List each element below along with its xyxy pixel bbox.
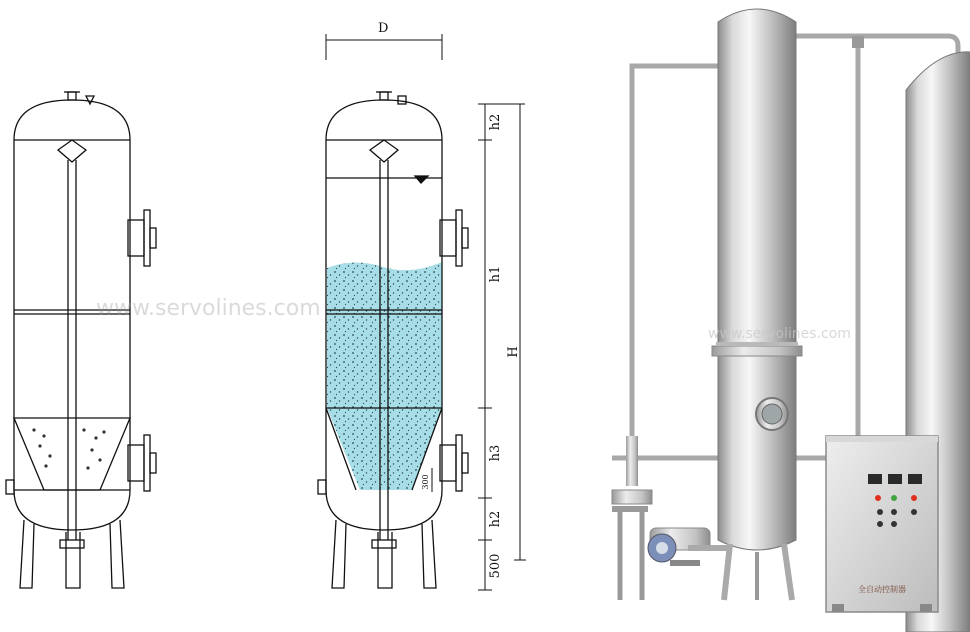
panel-meters xyxy=(868,474,922,484)
label-h2-top: h2 xyxy=(488,113,503,131)
tank2-level-marker xyxy=(415,176,428,183)
label-h2-bottom: h2 xyxy=(488,510,503,528)
tank1-top-head xyxy=(14,100,130,140)
tank2-bottom-head xyxy=(326,490,442,530)
tank1-top-nozzle xyxy=(68,92,76,100)
label-h3: h3 xyxy=(488,444,503,462)
tank2-top-head xyxy=(326,100,442,140)
equipment-photo xyxy=(612,9,970,632)
control-panel xyxy=(826,436,938,612)
left-machinery xyxy=(612,436,652,600)
label-diameter: D xyxy=(378,21,389,36)
vessel-flange xyxy=(712,346,802,356)
tank1-vent xyxy=(86,96,94,104)
tank1-cone xyxy=(14,418,130,490)
tank-drawing-empty xyxy=(6,92,156,588)
label-total-height: H xyxy=(506,346,521,358)
label-leg-height: 500 xyxy=(488,553,503,579)
label-h1: h1 xyxy=(488,265,503,283)
tank2-distributor xyxy=(370,140,398,162)
tank1-cone-holes xyxy=(32,428,105,469)
watermark-drawing: www.servolines.com xyxy=(96,296,321,321)
panel-sign: 全自动控制器 xyxy=(858,585,906,594)
tank2-leg-right xyxy=(422,520,436,588)
label-small: 300 xyxy=(421,474,430,490)
watermark-photo: www.servolines.com xyxy=(708,326,851,342)
tall-vessel xyxy=(712,9,802,600)
tank1-leg-left xyxy=(20,520,34,588)
tank2-leg-left xyxy=(332,520,346,588)
tank1-leg-right xyxy=(110,520,124,588)
tank1-bottom-head xyxy=(14,490,130,530)
tank1-distributor xyxy=(58,140,86,162)
tank2-top-nozzle xyxy=(380,92,388,100)
